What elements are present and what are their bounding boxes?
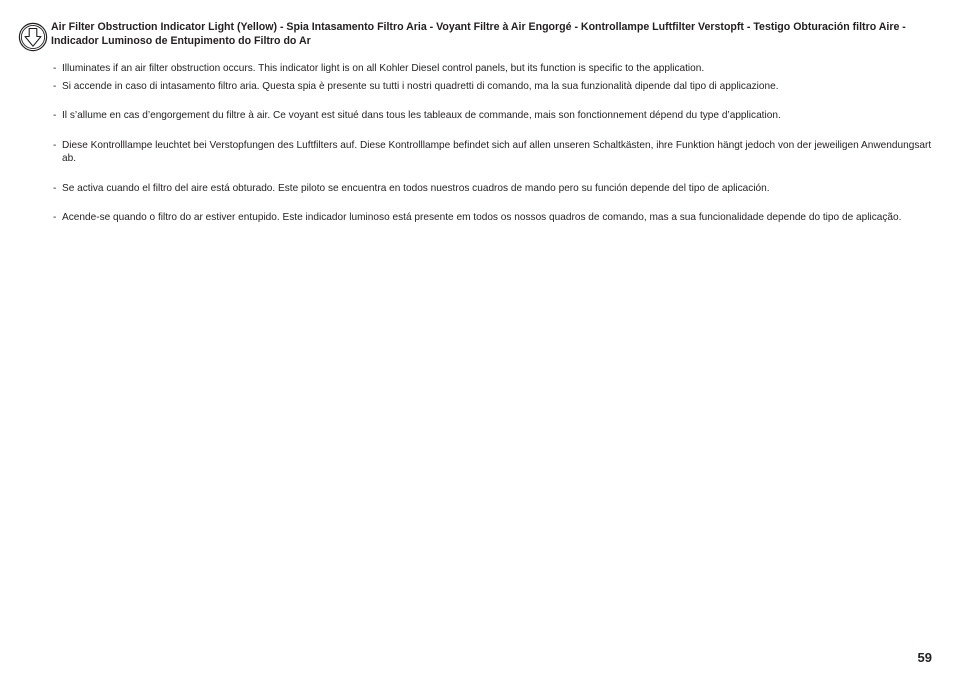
list-dash: - <box>53 63 57 74</box>
list-item <box>53 109 933 123</box>
page-number: 59 <box>917 650 932 665</box>
list-item-text: Si accende in caso di intasamento filtro aria. Questa spia è presente su tutti i nostri quadretti di comando, ma la sua funzionalità dipende dal tipo di applicazione. <box>62 80 779 92</box>
list-item <box>53 62 933 76</box>
description-list <box>53 62 933 225</box>
list-dash: - <box>53 182 57 194</box>
section-header <box>18 21 938 52</box>
list-item-text: Diese Kontrolllampe leuchtet bei Verstopfungen des Luftfilters auf. Diese Kontrolllampe befindet sich auf allen unseren Schaltkästen, ihre Funktion hängt jedoch von der jeweiligen Anwendungsart ab. <box>62 139 932 164</box>
list-dash: - <box>53 80 57 92</box>
list-item-text: Se activa cuando el filtro del aire está obturado. Este piloto se encuentra en todos nuestros cuadros de mando pero su función depende del tipo de aplicación. <box>62 182 770 194</box>
list-item <box>53 182 933 196</box>
list-item <box>53 211 933 225</box>
list-item-text: Acende-se quando o filtro do ar estiver entupido. Este indicador luminoso está presente em todos os nossos quadros de comando, mas a sua funcionalidade depende do tipo de aplicação. <box>62 212 902 223</box>
air-filter-indicator-icon <box>18 22 48 52</box>
list-dash: - <box>53 212 57 223</box>
list-item <box>53 139 933 166</box>
list-item <box>53 80 933 94</box>
list-item-text: Illuminates if an air filter obstruction occurs. This indicator light is on all Kohler Diesel control panels, but its function is specific to the application. <box>62 63 705 74</box>
section-title: Air Filter Obstruction Indicator Light (Yellow) - Spia Intasamento Filtro Aria - Voyant Filtre à Air Engorgé - Kontrollampe Luftfilter Verstopft - Testigo Obturación filtro Aire - Indicador Luminoso de Entupimento do Filtro do Ar <box>51 21 906 47</box>
list-dash: - <box>53 110 57 121</box>
list-dash: - <box>53 139 57 151</box>
list-item-text: Il s’allume en cas d’engorgement du filtre à air. Ce voyant est situé dans tous les tableaux de commande, mais son fonctionnement dépend du type d’application. <box>62 110 781 121</box>
